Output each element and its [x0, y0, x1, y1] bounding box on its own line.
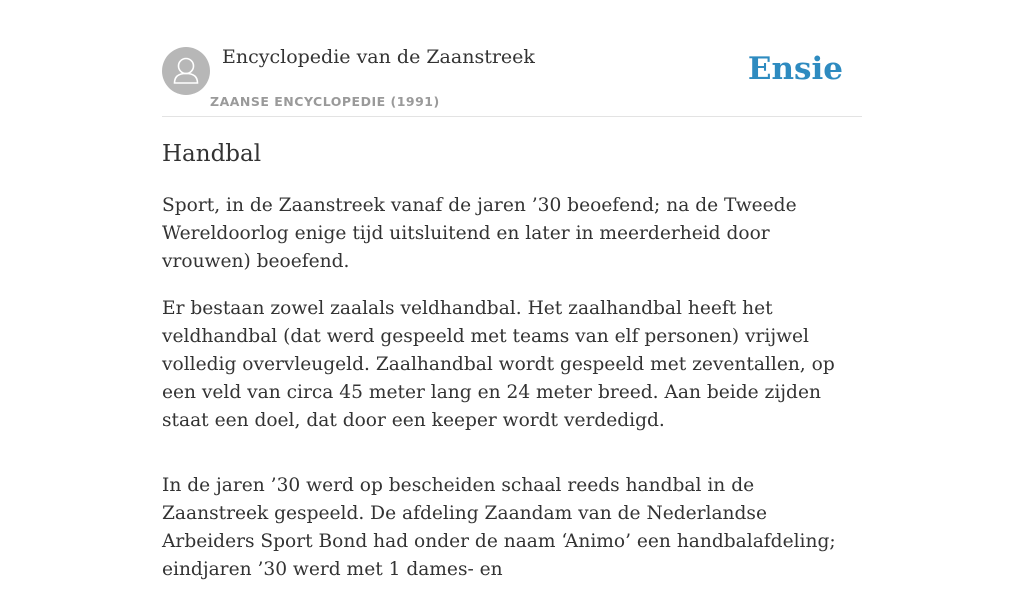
source-header — [162, 0, 862, 117]
brand-logo[interactable]: Ensie — [747, 51, 843, 87]
page-title: Handbal — [162, 141, 262, 167]
paragraph: Er bestaan zowel zaalals veldhandbal. Het zaalhandbal heeft het veldhandbal (dat werd gespeeld met teams van elf personen) vrijwel volledig overvleugeld. Zaalhandbal wordt gespeeld met zeventallen, op een veld van circa 45 meter lang en 24 meter breed. Aan beide zijden staat een doel, dat door een keeper wordt verdedigd. — [162, 298, 835, 431]
source-subtitle: ZAANSE ENCYCLOPEDIE (1991) — [210, 94, 440, 109]
source-title[interactable]: Encyclopedie van de Zaanstreek — [222, 46, 535, 68]
user-placeholder-icon[interactable] — [162, 47, 210, 95]
paragraph: In de jaren ’30 werd op bescheiden schaal reeds handbal in de Zaanstreek gespeeld. De afdeling Zaandam van de Nederlandse Arbeiders Sport Bond had onder de naam ‘Animo’ een handbalafdeling; eindjaren ’30 werd met 1 dames- en — [162, 475, 836, 580]
paragraph: Sport, in de Zaanstreek vanaf de jaren ’30 beoefend; na de Tweede Wereldoorlog enige tijd uitsluitend en later in meerderheid door vrouwen) beoefend. — [162, 195, 797, 272]
article-container — [162, 0, 862, 580]
article-body — [162, 192, 862, 603]
